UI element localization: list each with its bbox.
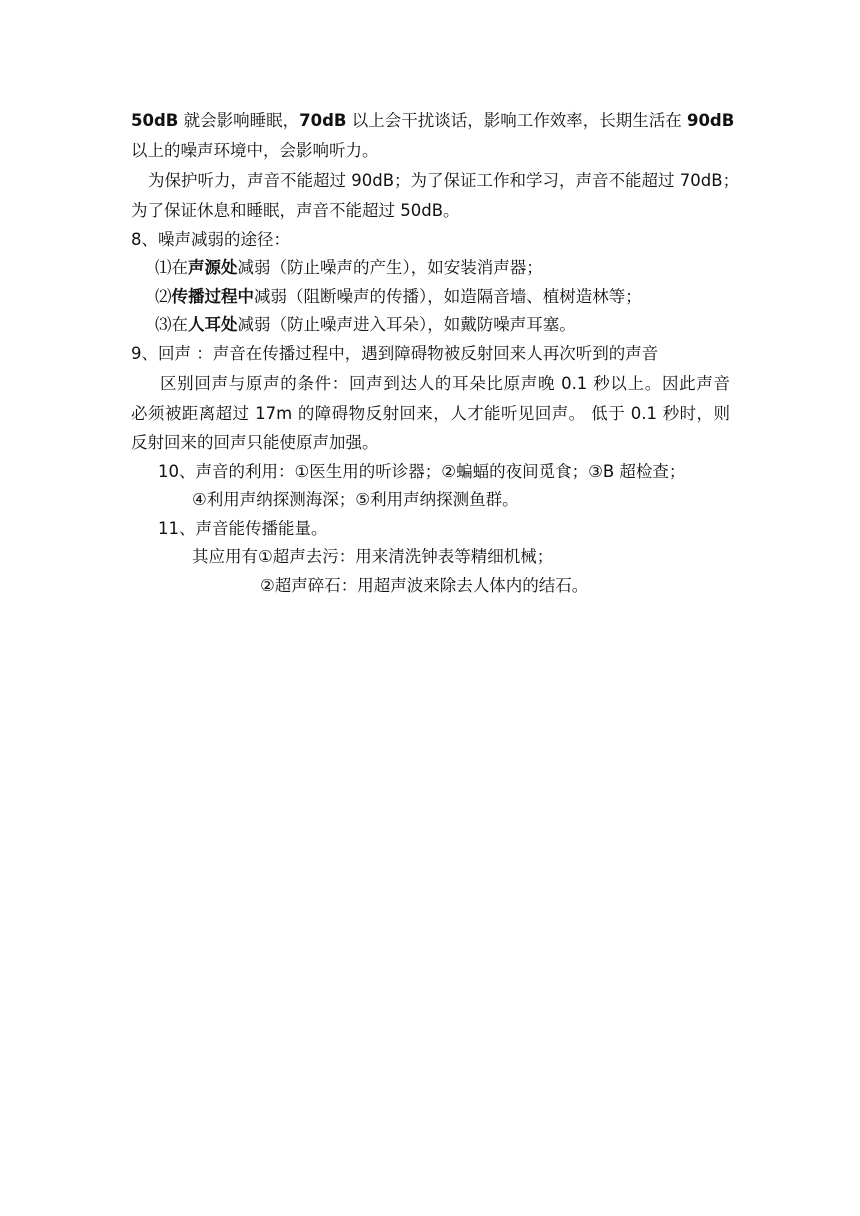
noise-level-90db: 90dB (686, 111, 735, 130)
noise-levels-line-1: 50dB 就会影响睡眠，70dB 以上会干扰谈话，影响工作效率，长期生活在 90dB (131, 111, 735, 130)
section-9-heading: 9、回声 ：声音在传播过程中，遇到障碍物被反射回来人再次听到的声音 (131, 344, 659, 363)
noise-level-70db: 70dB (299, 111, 347, 130)
protection-line-2: 为了保证休息和睡眠，声音不能超过 50dB。 (131, 201, 460, 220)
section-8-item-3: ⑶在人耳处减弱（防止噪声进入耳朵），如戴防噪声耳塞。 (155, 315, 576, 334)
section-8-heading: 8、噪声减弱的途径： (131, 230, 290, 249)
section-9-line-3: 反射回来的回声只能使原声加强。 (131, 433, 379, 452)
section-9-line-2: 必须被距离超过 17m 的障碍物反射回来，人才能听见回声。 低于 0.1 秒时，则 (131, 404, 730, 423)
section-9-line-1: 区别回声与原声的条件：回声到达人的耳朵比原声晚 0.1 秒以上。因此声音 (160, 374, 730, 393)
section-11-line-2: ②超声碎石：用超声波来除去人体内的结石。 (260, 576, 589, 595)
section-10-line-1: 10、声音的利用：①医生用的听诊器；②蝙蝠的夜间觅食；③B 超检查； (158, 462, 686, 481)
section-11-heading: 11、声音能传播能量。 (158, 519, 328, 538)
noise-level-50db: 50dB (131, 111, 179, 130)
section-8-item-2: ⑵传播过程中减弱（阻断噪声的传播），如造隔音墙、植树造林等； (155, 287, 642, 306)
protection-line-1: 为保护听力，声音不能超过 90dB；为了保证工作和学习，声音不能超过 70dB； (148, 171, 740, 190)
section-11-line-1: 其应用有①超声去污：用来清洗钟表等精细机械； (192, 547, 554, 566)
noise-levels-line-2: 以上的噪声环境中，会影响听力。 (131, 141, 379, 160)
section-8-item-1: ⑴在声源处减弱（防止噪声的产生），如安装消声器； (155, 258, 543, 277)
section-10-line-2: ④利用声纳探测海深；⑤利用声纳探测鱼群。 (192, 490, 519, 509)
